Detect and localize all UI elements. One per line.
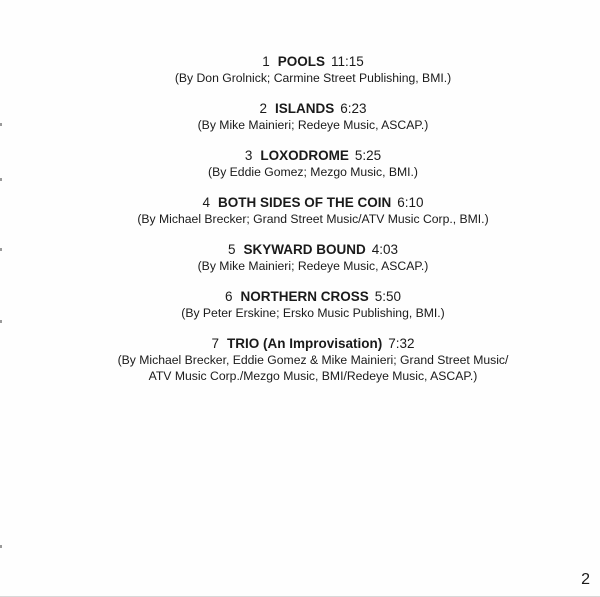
track-heading [0,195,600,211]
track-title: TRIO (An Improvisation) [226,336,383,351]
track-duration: 6:23 [340,101,367,116]
track-credits: (By Mike Mainieri; Redeye Music, ASCAP.) [197,118,429,132]
page-number: 2 [581,571,590,588]
track-title: NORTHERN CROSS [240,289,369,304]
track-duration: 6:10 [397,195,424,210]
track-credits: ATV Music Corp./Mezgo Music, BMI/Redeye Music, ASCAP.) [148,369,478,383]
track-heading [0,54,600,70]
track-title: LOXODROME [260,148,349,163]
scan-edge-mark [0,545,2,548]
track-number: 6 [224,289,233,304]
track-entry [0,289,600,321]
track-duration: 7:32 [388,336,415,351]
track-credits: (By Eddie Gomez; Mezgo Music, BMI.) [208,165,418,179]
track-heading [0,336,600,352]
track-heading [0,148,600,164]
track-credits: (By Michael Brecker, Eddie Gomez & Mike Mainieri; Grand Street Music/ [117,353,509,367]
track-title: BOTH SIDES OF THE COIN [217,195,392,210]
track-credits: (By Don Grolnick; Carmine Street Publishing, BMI.) [174,71,452,85]
track-credits: (By Mike Mainieri; Redeye Music, ASCAP.) [197,259,429,273]
track-duration: 11:15 [331,54,364,69]
track-duration: 4:03 [371,242,399,257]
track-number: 3 [244,148,253,163]
track-entry [0,195,600,227]
track-entry [0,336,600,384]
track-number: 5 [227,242,236,257]
track-heading [0,289,600,305]
track-heading [0,101,600,117]
track-number: 1 [262,54,270,69]
track-duration: 5:25 [354,148,382,163]
track-heading [0,242,600,258]
track-number: 7 [211,336,219,351]
track-number: 4 [202,195,210,210]
track-title: ISLANDS [274,101,335,116]
track-credits: (By Michael Brecker; Grand Street Music/ATV Music Corp., BMI.) [137,212,489,226]
track-credits: (By Peter Erskine; Ersko Music Publishing, BMI.) [181,306,445,320]
track-duration: 5:50 [374,289,402,304]
track-number: 2 [259,101,267,116]
track-entry [0,242,600,274]
track-entry [0,54,600,86]
track-entry [0,101,600,133]
track-title: SKYWARD BOUND [243,242,366,257]
track-list [0,54,600,399]
track-title: POOLS [277,54,325,69]
track-entry [0,148,600,180]
